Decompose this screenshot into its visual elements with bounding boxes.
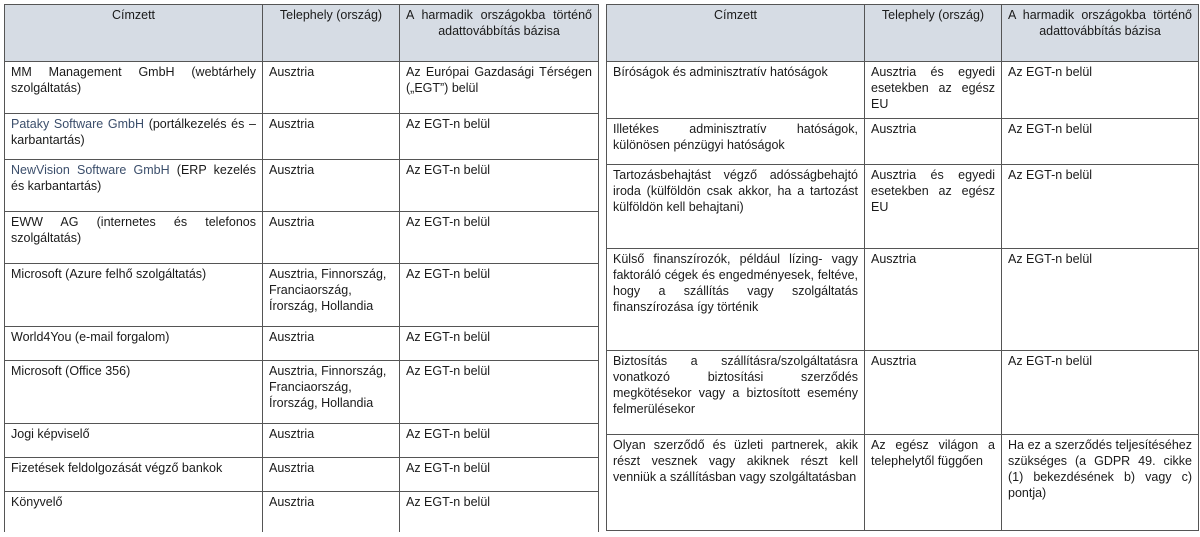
table-row	[5, 458, 599, 492]
transfer-basis-cell: Az EGT-n belül	[1002, 165, 1199, 249]
table-row	[607, 435, 1199, 531]
transfer-basis-cell: Az EGT-n belül	[400, 114, 599, 160]
transfer-basis-cell: Az EGT-n belül	[1002, 249, 1199, 351]
location-cell: Ausztria, Finnország, Franciaország, Írország, Hollandia	[263, 361, 400, 424]
recipient-description: (portálkezelés és –karbantartás)	[11, 117, 257, 147]
recipient-cell	[5, 212, 263, 264]
table-row	[5, 160, 599, 212]
table-row	[5, 114, 599, 160]
table-row	[5, 361, 599, 424]
left-recipients-table	[4, 4, 599, 532]
recipient-description: EWW AG (internetes és telefonos szolgáltatás)	[11, 215, 256, 245]
transfer-basis-cell: Az EGT-n belül	[400, 264, 599, 327]
recipient-description: Bíróságok és adminisztratív hatóságok	[613, 65, 828, 79]
location-cell: Ausztria	[263, 62, 400, 114]
table-row	[5, 492, 599, 532]
header-basis: A harmadik országokba történő adattovábbítás bázisa	[400, 5, 599, 62]
recipient-cell	[5, 114, 263, 160]
recipient-description: Illetékes adminisztratív hatóságok, különösen pénzügyi hatóságok	[613, 122, 858, 152]
recipient-description: World4You (e-mail forgalom)	[11, 330, 170, 344]
location-cell: Ausztria	[263, 492, 400, 532]
recipient-cell	[5, 327, 263, 361]
recipient-cell	[5, 492, 263, 532]
header-location: Telephely (ország)	[865, 5, 1002, 62]
recipient-description: (ERP kezelés és karbantartás)	[11, 163, 256, 193]
right-recipients-table	[606, 4, 1199, 531]
recipient-cell	[607, 435, 865, 531]
transfer-basis-cell: Az EGT-n belül	[1002, 119, 1199, 165]
table-row	[607, 351, 1199, 435]
header-recipient: Címzett	[5, 5, 263, 62]
transfer-basis-cell: Az EGT-n belül	[1002, 351, 1199, 435]
transfer-basis-cell: Az EGT-n belül	[400, 327, 599, 361]
location-cell: Ausztria	[263, 424, 400, 458]
recipient-description: Olyan szerződő és üzleti partnerek, akik részt vesznek vagy akiknek részt kell venniük a szállításban vagy szolgáltatásban	[613, 438, 858, 484]
recipient-cell	[5, 361, 263, 424]
recipient-cell	[5, 424, 263, 458]
recipient-cell	[607, 351, 865, 435]
table-row	[607, 249, 1199, 351]
transfer-basis-cell: Az EGT-n belül	[400, 212, 599, 264]
transfer-basis-cell: Az EGT-n belül	[400, 458, 599, 492]
recipient-company-name: NewVision Software GmbH	[11, 163, 170, 177]
table-row	[5, 264, 599, 327]
table-row	[607, 62, 1199, 119]
recipient-cell	[607, 249, 865, 351]
location-cell: Ausztria	[865, 249, 1002, 351]
transfer-basis-cell: Az EGT-n belül	[400, 424, 599, 458]
transfer-basis-cell: Az EGT-n belül	[400, 361, 599, 424]
recipient-cell	[607, 165, 865, 249]
header-row	[5, 5, 599, 62]
recipient-description: Microsoft (Azure felhő szolgáltatás)	[11, 267, 207, 281]
table-row	[607, 165, 1199, 249]
header-recipient: Címzett	[607, 5, 865, 62]
header-location: Telephely (ország)	[263, 5, 400, 62]
recipient-description: MM Management GmbH (webtárhely szolgáltatás)	[11, 65, 256, 95]
location-cell: Ausztria, Finnország, Franciaország, Írország, Hollandia	[263, 264, 400, 327]
recipient-cell	[5, 264, 263, 327]
transfer-basis-cell: Az EGT-n belül	[400, 492, 599, 532]
recipient-cell	[5, 458, 263, 492]
location-cell: Ausztria	[263, 327, 400, 361]
recipient-description: Microsoft (Office 356)	[11, 364, 131, 378]
recipient-cell	[5, 160, 263, 212]
recipient-company-name: Pataky Software GmbH	[11, 117, 145, 131]
recipient-description: Fizetések feldolgozását végző bankok	[11, 461, 223, 475]
location-cell: Ausztria	[865, 351, 1002, 435]
location-cell: Az egész világon a telephelytől függően	[865, 435, 1002, 531]
table-row	[607, 119, 1199, 165]
table-row	[5, 62, 599, 114]
location-cell: Ausztria és egyedi esetekben az egész EU	[865, 62, 1002, 119]
table-row	[5, 327, 599, 361]
recipient-description: Tartozásbehajtást végző adósságbehajtó iroda (külföldön csak akkor, ha a tartozást külföldön kell behajtani)	[613, 168, 858, 214]
recipient-cell	[607, 62, 865, 119]
transfer-basis-cell: Az Európai Gazdasági Térségen („EGT”) belül	[400, 62, 599, 114]
location-cell: Ausztria és egyedi esetekben az egész EU	[865, 165, 1002, 249]
recipient-cell	[5, 62, 263, 114]
location-cell: Ausztria	[865, 119, 1002, 165]
header-basis: A harmadik országokba történő adattovábbítás bázisa	[1002, 5, 1199, 62]
recipient-description: Biztosítás a szállításra/szolgáltatásra vonatkozó biztosítási szerződés megkötésekor vagy a biztosított esemény felmerülésekor	[613, 354, 858, 416]
recipient-description: Külső finanszírozók, például lízing- vagy faktoráló cégek és engedményesek, feltéve, hogy a szállítás vagy szolgáltatás finanszírozása így történik	[613, 252, 858, 314]
table-row	[5, 212, 599, 264]
transfer-basis-cell: Az EGT-n belül	[1002, 62, 1199, 119]
transfer-basis-cell: Az EGT-n belül	[400, 160, 599, 212]
table-row	[5, 424, 599, 458]
location-cell: Ausztria	[263, 458, 400, 492]
recipient-description: Jogi képviselő	[11, 427, 90, 441]
location-cell: Ausztria	[263, 114, 400, 160]
header-row	[607, 5, 1199, 62]
location-cell: Ausztria	[263, 160, 400, 212]
recipient-cell	[607, 119, 865, 165]
location-cell: Ausztria	[263, 212, 400, 264]
recipient-description: Könyvelő	[11, 495, 63, 509]
transfer-basis-cell: Ha ez a szerződés teljesítéséhez szükséges (a GDPR 49. cikke (1) bekezdésének b) vagy c) pontja)	[1002, 435, 1199, 531]
